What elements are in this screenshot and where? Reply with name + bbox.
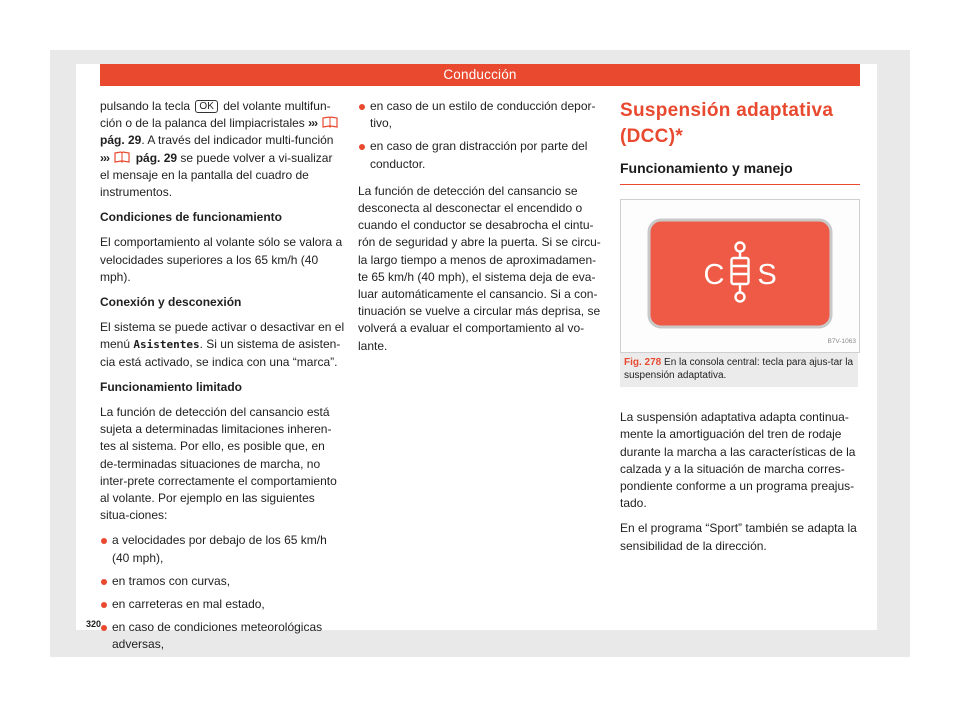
menu-name: Asistentes xyxy=(133,338,200,352)
paragraph-dcc-1: La suspensión adaptativa adapta continua-mente la amortiguación del tren de rodaje durante la marcha a las características de la calzada y a la situación de marcha corres-pondiente conforme a un programa preajus-tado. xyxy=(620,410,856,511)
book-reference-icon xyxy=(322,116,338,128)
column-left xyxy=(100,98,345,660)
page-link-29[interactable]: pág. 29 xyxy=(100,133,142,148)
figure-dcc-button xyxy=(620,199,860,353)
page-link-29[interactable]: pág. 29 xyxy=(135,150,178,165)
paragraph-deactivation: La función de detección del cansancio se desconecta al desconectar el encendido o cuando el conductor se desabrocha el cintu-rón de seguridad y abre la puerta. Si se circu-la largo tiempo a menos de aproximadamen-te 65 km/h (40 mph), el sistema deja de eva-luar automáticamente el cansancio. Si a con-tinuación se vuelve a circular más deprisa, se volverá a evaluar el comportamiento al vo-lante. xyxy=(358,183,601,353)
paragraph-connect: El sistema se puede activar o desactivar en el menú Asistentes. Si un sistema de asisten-cia está activado, se indica con una “marca”. xyxy=(100,320,345,369)
paragraph-conditions: El comportamiento al volante sólo se valora a velocidades superiores a los 65 km/h (40 mph). xyxy=(100,235,343,284)
column-middle xyxy=(358,98,606,363)
list-item: en carreteras en mal estado, xyxy=(100,596,345,613)
section-subtitle: Funcionamiento y manejo xyxy=(620,160,860,185)
paragraph-limited: La función de detección del cansancio está sujeta a determinadas limitaciones inheren-tes al sistema. Por ello, es posible que, en de-terminadas situaciones de marcha, no inter-prete correctamente el comportamiento al volante. Por ejemplo en las siguientes situa-ciones: xyxy=(100,405,337,523)
page-number: 320 xyxy=(86,619,102,629)
section-header: Conducción xyxy=(100,64,860,86)
reference-arrows: ››› xyxy=(308,116,318,131)
manual-page xyxy=(76,64,877,652)
intro-paragraph: pulsando la tecla OK del volante multifun-ción o de la palanca del limpiacristales ››› pág. 29. A través del indicador multi-función ››› pág. 29 se puede volver a vi-sualizar el mensaje en la pantalla del cuadro de instrumentos. xyxy=(100,98,345,201)
list-item: en caso de condiciones meteorológicas adversas, xyxy=(100,619,345,653)
heading-limited: Funcionamiento limitado xyxy=(100,379,243,394)
list-item: en tramos con curvas, xyxy=(100,573,345,590)
heading-conditions: Condiciones de funcionamiento xyxy=(100,210,283,225)
figure-code: B7V-1063 xyxy=(827,338,856,345)
ok-key-glyph: OK xyxy=(195,100,217,113)
figure-label: Fig. 278 xyxy=(624,357,662,369)
figure-caption: Fig. 278 En la consola central: tecla para ajus-tar la suspensión adaptativa. xyxy=(620,353,858,387)
section-title: Suspensión adaptativa (DCC)* xyxy=(620,100,834,147)
dcc-button-illustration xyxy=(621,200,859,352)
list-item: en caso de gran distracción por parte del conductor. xyxy=(358,138,606,172)
reference-arrows: ››› xyxy=(100,150,109,165)
list-item: a velocidades por debajo de los 65 km/h (40 mph), xyxy=(100,532,345,566)
paragraph-dcc-2: En el programa “Sport” también se adapta la sensibilidad de la dirección. xyxy=(620,521,857,553)
list-item: en caso de un estilo de conducción depor-tivo, xyxy=(358,98,606,132)
button-label-c: C xyxy=(703,259,725,292)
column-right xyxy=(620,98,860,563)
button-label-s: S xyxy=(757,259,777,292)
book-reference-icon xyxy=(114,151,130,163)
heading-connect: Conexión y desconexión xyxy=(100,295,242,310)
